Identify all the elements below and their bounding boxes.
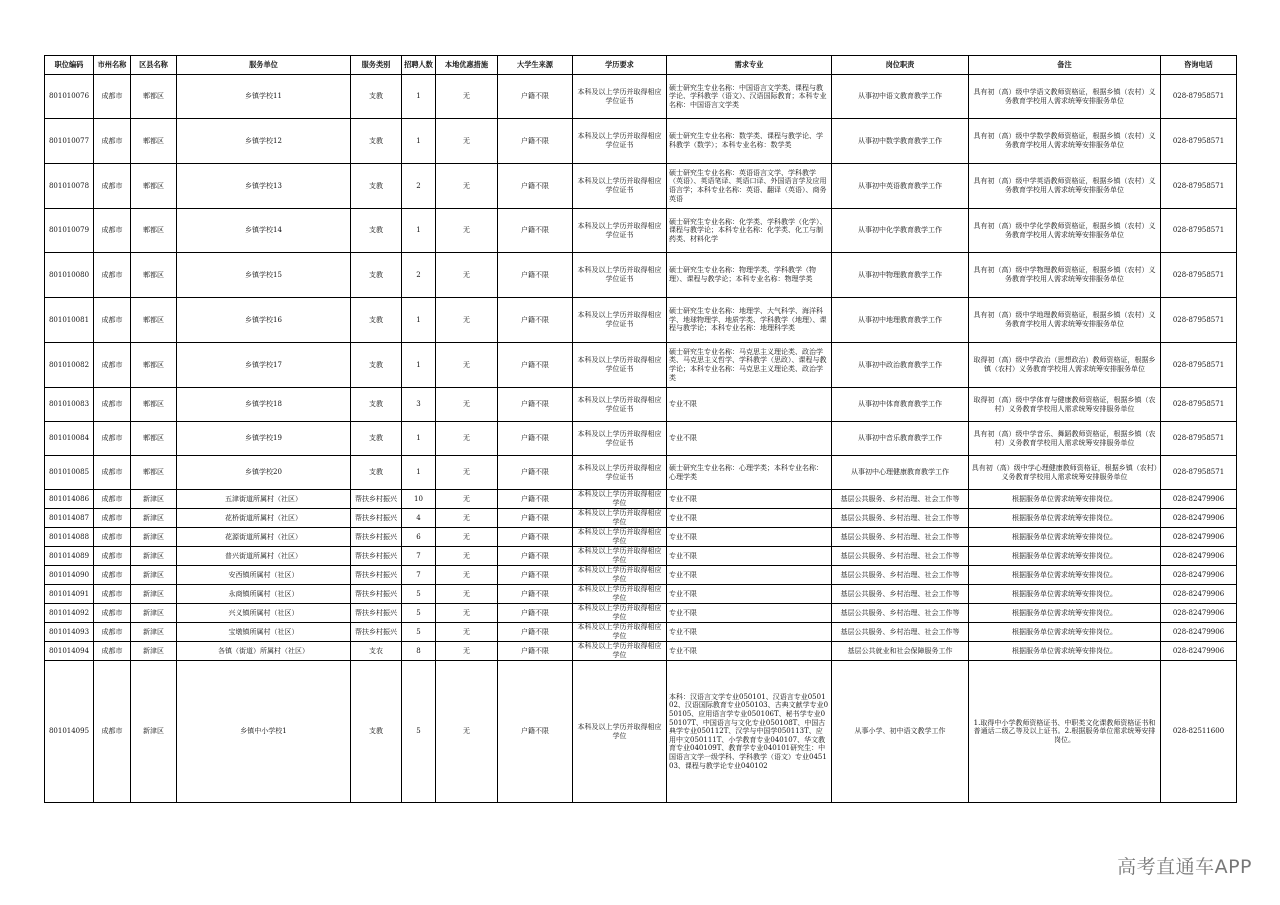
cell-district: 郫都区 bbox=[131, 209, 177, 253]
cell-major: 专业不限 bbox=[667, 422, 832, 456]
cell-remarks: 具有初（高）级中学心理健康教师资格证，根据乡镇（农村）义务教育学校用人需求统筹安排服务单位 bbox=[969, 456, 1161, 490]
cell-headcount: 1 bbox=[402, 298, 436, 343]
cell-remarks: 根据服务单位需求统筹安排岗位。 bbox=[969, 509, 1161, 528]
cell-phone: 028-82479906 bbox=[1161, 585, 1237, 604]
cell-student-origin: 户籍不限 bbox=[498, 490, 573, 509]
table-row bbox=[45, 253, 1237, 298]
table-row bbox=[45, 422, 1237, 456]
cell-job-code: 801010079 bbox=[45, 209, 94, 253]
cell-city: 成都市 bbox=[94, 298, 131, 343]
cell-service-type: 帮扶乡村振兴 bbox=[351, 547, 402, 566]
cell-service-unit: 乡镇学校17 bbox=[177, 343, 351, 388]
cell-service-unit: 乡镇学校11 bbox=[177, 75, 351, 119]
cell-city: 成都市 bbox=[94, 119, 131, 164]
cell-city: 成都市 bbox=[94, 253, 131, 298]
cell-education: 本科及以上学历并取得相应学位证书 bbox=[573, 75, 667, 119]
header-service-unit: 服务单位 bbox=[177, 56, 351, 75]
cell-headcount: 6 bbox=[402, 528, 436, 547]
cell-student-origin: 户籍不限 bbox=[498, 456, 573, 490]
cell-headcount: 1 bbox=[402, 209, 436, 253]
cell-phone: 028-87958571 bbox=[1161, 343, 1237, 388]
header-duties: 岗位职责 bbox=[832, 56, 969, 75]
cell-student-origin: 户籍不限 bbox=[498, 422, 573, 456]
cell-remarks: 根据服务单位需求统筹安排岗位。 bbox=[969, 623, 1161, 642]
cell-headcount: 8 bbox=[402, 642, 436, 661]
cell-education: 本科及以上学历并取得相应学位 bbox=[573, 490, 667, 509]
cell-headcount: 5 bbox=[402, 623, 436, 642]
cell-phone: 028-82479906 bbox=[1161, 604, 1237, 623]
cell-phone: 028-87958571 bbox=[1161, 253, 1237, 298]
cell-district: 郫都区 bbox=[131, 75, 177, 119]
header-major: 需求专业 bbox=[667, 56, 832, 75]
cell-district: 新津区 bbox=[131, 490, 177, 509]
cell-service-type: 帮扶乡村振兴 bbox=[351, 585, 402, 604]
cell-service-type: 支教 bbox=[351, 164, 402, 209]
cell-service-type: 帮扶乡村振兴 bbox=[351, 528, 402, 547]
cell-duties: 基层公共服务、乡村治理、社会工作等 bbox=[832, 528, 969, 547]
cell-education: 本科及以上学历并取得相应学位证书 bbox=[573, 343, 667, 388]
cell-remarks: 根据服务单位需求统筹安排岗位。 bbox=[969, 604, 1161, 623]
table-body bbox=[45, 75, 1237, 803]
cell-headcount: 1 bbox=[402, 456, 436, 490]
cell-education: 本科及以上学历并取得相应学位 bbox=[573, 509, 667, 528]
cell-local-benefits: 无 bbox=[436, 388, 498, 422]
cell-district: 新津区 bbox=[131, 509, 177, 528]
cell-student-origin: 户籍不限 bbox=[498, 119, 573, 164]
cell-headcount: 1 bbox=[402, 343, 436, 388]
cell-duties: 从事初中语文教育教学工作 bbox=[832, 75, 969, 119]
cell-student-origin: 户籍不限 bbox=[498, 528, 573, 547]
cell-local-benefits: 无 bbox=[436, 164, 498, 209]
cell-major: 专业不限 bbox=[667, 623, 832, 642]
cell-district: 郫都区 bbox=[131, 253, 177, 298]
cell-education: 本科及以上学历并取得相应学位 bbox=[573, 585, 667, 604]
cell-job-code: 801010085 bbox=[45, 456, 94, 490]
cell-student-origin: 户籍不限 bbox=[498, 75, 573, 119]
cell-district: 郫都区 bbox=[131, 388, 177, 422]
cell-duties: 从事初中物理教育教学工作 bbox=[832, 253, 969, 298]
table-row bbox=[45, 209, 1237, 253]
cell-district: 郫都区 bbox=[131, 298, 177, 343]
cell-service-type: 支农 bbox=[351, 642, 402, 661]
cell-district: 新津区 bbox=[131, 642, 177, 661]
cell-student-origin: 户籍不限 bbox=[498, 298, 573, 343]
cell-headcount: 3 bbox=[402, 388, 436, 422]
cell-education: 本科及以上学历并取得相应学位 bbox=[573, 528, 667, 547]
cell-duties: 基层公共服务、乡村治理、社会工作等 bbox=[832, 509, 969, 528]
cell-education: 本科及以上学历并取得相应学位 bbox=[573, 604, 667, 623]
header-phone: 咨询电话 bbox=[1161, 56, 1237, 75]
cell-service-unit: 乡镇学校12 bbox=[177, 119, 351, 164]
cell-duties: 基层公共服务、乡村治理、社会工作等 bbox=[832, 585, 969, 604]
table-row bbox=[45, 528, 1237, 547]
cell-duties: 从事初中政治教育教学工作 bbox=[832, 343, 969, 388]
cell-service-unit: 各镇（街道）所属村（社区） bbox=[177, 642, 351, 661]
cell-headcount: 5 bbox=[402, 604, 436, 623]
table-row bbox=[45, 585, 1237, 604]
table-row bbox=[45, 509, 1237, 528]
cell-remarks: 1.取得中小学教师资格证书、中职类文化课教师资格证书和普通话二级乙等及以上证书。2.根据服务单位需求统筹安排岗位。 bbox=[969, 661, 1161, 803]
header-row bbox=[45, 56, 1237, 75]
cell-district: 新津区 bbox=[131, 604, 177, 623]
cell-remarks: 根据服务单位需求统筹安排岗位。 bbox=[969, 566, 1161, 585]
cell-service-unit: 乡镇学校13 bbox=[177, 164, 351, 209]
cell-duties: 从事初中地理教育教学工作 bbox=[832, 298, 969, 343]
cell-phone: 028-87958571 bbox=[1161, 119, 1237, 164]
cell-service-unit: 乡镇学校14 bbox=[177, 209, 351, 253]
cell-city: 成都市 bbox=[94, 75, 131, 119]
cell-education: 本科及以上学历并取得相应学位证书 bbox=[573, 456, 667, 490]
cell-city: 成都市 bbox=[94, 164, 131, 209]
table-row bbox=[45, 642, 1237, 661]
cell-service-unit: 乡镇学校15 bbox=[177, 253, 351, 298]
cell-education: 本科及以上学历并取得相应学位 bbox=[573, 623, 667, 642]
cell-job-code: 801014093 bbox=[45, 623, 94, 642]
cell-job-code: 801010082 bbox=[45, 343, 94, 388]
cell-headcount: 5 bbox=[402, 661, 436, 803]
cell-local-benefits: 无 bbox=[436, 509, 498, 528]
cell-duties: 基层公共就业和社会保障服务工作 bbox=[832, 642, 969, 661]
cell-education: 本科及以上学历并取得相应学位证书 bbox=[573, 253, 667, 298]
cell-service-type: 支教 bbox=[351, 119, 402, 164]
cell-phone: 028-82479906 bbox=[1161, 642, 1237, 661]
cell-duties: 从事初中音乐教育教学工作 bbox=[832, 422, 969, 456]
cell-local-benefits: 无 bbox=[436, 661, 498, 803]
job-table bbox=[44, 55, 1237, 803]
cell-major: 硕士研究生专业名称：中国语言文学类、课程与教学论、学科教学（语文）、汉语国际教育；本科专业名称：中国语言文学类 bbox=[667, 75, 832, 119]
cell-service-unit: 乡镇学校20 bbox=[177, 456, 351, 490]
cell-service-type: 支教 bbox=[351, 422, 402, 456]
cell-remarks: 根据服务单位需求统筹安排岗位。 bbox=[969, 642, 1161, 661]
cell-local-benefits: 无 bbox=[436, 604, 498, 623]
table-row bbox=[45, 298, 1237, 343]
cell-student-origin: 户籍不限 bbox=[498, 509, 573, 528]
cell-education: 本科及以上学历并取得相应学位证书 bbox=[573, 164, 667, 209]
cell-job-code: 801014086 bbox=[45, 490, 94, 509]
cell-remarks: 取得初（高）级中学体育与健康教师资格证，根据乡镇（农村）义务教育学校用人需求统筹安排服务单位 bbox=[969, 388, 1161, 422]
cell-job-code: 801010078 bbox=[45, 164, 94, 209]
cell-major: 专业不限 bbox=[667, 547, 832, 566]
cell-major: 专业不限 bbox=[667, 509, 832, 528]
cell-job-code: 801010077 bbox=[45, 119, 94, 164]
cell-duties: 从事初中心理健康教育教学工作 bbox=[832, 456, 969, 490]
cell-district: 新津区 bbox=[131, 547, 177, 566]
cell-duties: 基层公共服务、乡村治理、社会工作等 bbox=[832, 547, 969, 566]
cell-job-code: 801014089 bbox=[45, 547, 94, 566]
cell-major: 硕士研究生专业名称：心理学类；本科专业名称：心理学类 bbox=[667, 456, 832, 490]
cell-headcount: 7 bbox=[402, 566, 436, 585]
cell-duties: 基层公共服务、乡村治理、社会工作等 bbox=[832, 604, 969, 623]
cell-remarks: 具有初（高）级中学物理教师资格证，根据乡镇（农村）义务教育学校用人需求统筹安排服务单位 bbox=[969, 253, 1161, 298]
cell-remarks: 取得初（高）级中学政治（思想政治）教师资格证，根据乡镇（农村）义务教育学校用人需求统筹安排服务单位 bbox=[969, 343, 1161, 388]
cell-service-type: 帮扶乡村振兴 bbox=[351, 509, 402, 528]
cell-city: 成都市 bbox=[94, 547, 131, 566]
cell-job-code: 801014087 bbox=[45, 509, 94, 528]
cell-headcount: 5 bbox=[402, 585, 436, 604]
cell-job-code: 801010084 bbox=[45, 422, 94, 456]
cell-local-benefits: 无 bbox=[436, 623, 498, 642]
cell-job-code: 801010083 bbox=[45, 388, 94, 422]
cell-duties: 从事初中数学教育教学工作 bbox=[832, 119, 969, 164]
cell-student-origin: 户籍不限 bbox=[498, 566, 573, 585]
cell-service-type: 支教 bbox=[351, 298, 402, 343]
cell-remarks: 根据服务单位需求统筹安排岗位。 bbox=[969, 490, 1161, 509]
cell-education: 本科及以上学历并取得相应学位 bbox=[573, 547, 667, 566]
cell-duties: 从事初中英语教育教学工作 bbox=[832, 164, 969, 209]
cell-headcount: 2 bbox=[402, 253, 436, 298]
cell-headcount: 10 bbox=[402, 490, 436, 509]
cell-headcount: 1 bbox=[402, 75, 436, 119]
cell-duties: 基层公共服务、乡村治理、社会工作等 bbox=[832, 490, 969, 509]
cell-service-type: 支教 bbox=[351, 75, 402, 119]
header-local-benefits: 本地优惠措施 bbox=[436, 56, 498, 75]
header-remarks: 备注 bbox=[969, 56, 1161, 75]
cell-student-origin: 户籍不限 bbox=[498, 343, 573, 388]
cell-service-unit: 花桥街道所属村（社区） bbox=[177, 509, 351, 528]
header-education: 学历要求 bbox=[573, 56, 667, 75]
cell-major: 硕士研究生专业名称：物理学类、学科教学（物理）、课程与教学论；本科专业名称：物理学类 bbox=[667, 253, 832, 298]
cell-district: 郫都区 bbox=[131, 164, 177, 209]
cell-service-unit: 乡镇中小学校1 bbox=[177, 661, 351, 803]
cell-city: 成都市 bbox=[94, 642, 131, 661]
cell-district: 新津区 bbox=[131, 528, 177, 547]
cell-phone: 028-87958571 bbox=[1161, 75, 1237, 119]
cell-service-type: 帮扶乡村振兴 bbox=[351, 566, 402, 585]
cell-job-code: 801010081 bbox=[45, 298, 94, 343]
cell-phone: 028-82511600 bbox=[1161, 661, 1237, 803]
cell-local-benefits: 无 bbox=[436, 75, 498, 119]
cell-duties: 从事小学、初中语文教学工作 bbox=[832, 661, 969, 803]
cell-remarks: 根据服务单位需求统筹安排岗位。 bbox=[969, 528, 1161, 547]
cell-phone: 028-87958571 bbox=[1161, 456, 1237, 490]
cell-student-origin: 户籍不限 bbox=[498, 661, 573, 803]
cell-local-benefits: 无 bbox=[436, 566, 498, 585]
header-student-origin: 大学生来源 bbox=[498, 56, 573, 75]
cell-service-unit: 花源街道所属村（社区） bbox=[177, 528, 351, 547]
table-row bbox=[45, 490, 1237, 509]
cell-local-benefits: 无 bbox=[436, 547, 498, 566]
cell-district: 新津区 bbox=[131, 566, 177, 585]
cell-major: 硕士研究生专业名称：数学类、课程与教学论、学科教学（数学）；本科专业名称：数学类 bbox=[667, 119, 832, 164]
cell-city: 成都市 bbox=[94, 422, 131, 456]
cell-city: 成都市 bbox=[94, 604, 131, 623]
cell-remarks: 具有初（高）级中学语文教师资格证，根据乡镇（农村）义务教育学校用人需求统筹安排服务单位 bbox=[969, 75, 1161, 119]
cell-local-benefits: 无 bbox=[436, 209, 498, 253]
table-row bbox=[45, 456, 1237, 490]
cell-student-origin: 户籍不限 bbox=[498, 164, 573, 209]
cell-major: 专业不限 bbox=[667, 566, 832, 585]
cell-city: 成都市 bbox=[94, 209, 131, 253]
cell-headcount: 4 bbox=[402, 509, 436, 528]
cell-job-code: 801014095 bbox=[45, 661, 94, 803]
cell-education: 本科及以上学历并取得相应学位证书 bbox=[573, 422, 667, 456]
cell-phone: 028-87958571 bbox=[1161, 298, 1237, 343]
cell-district: 郫都区 bbox=[131, 456, 177, 490]
cell-phone: 028-87958571 bbox=[1161, 422, 1237, 456]
cell-job-code: 801014090 bbox=[45, 566, 94, 585]
cell-city: 成都市 bbox=[94, 388, 131, 422]
cell-major: 专业不限 bbox=[667, 604, 832, 623]
cell-remarks: 具有初（高）级中学音乐、舞蹈教师资格证，根据乡镇（农村）义务教育学校用人需求统筹安排服务单位 bbox=[969, 422, 1161, 456]
cell-major: 本科：汉语言文学专业050101、汉语言专业050102、汉语国际教育专业050103、古典文献学专业050105、应用语言学专业050106T、秘书学专业050107T、中国语言与文化专业050108T、中国古典学专业050112T、汉学与中国学050113T、应用中文050111T、小学教育专业040107、华文教育专业040109T、教育学专业040101研究生：中国语言文学一级学科、学科教学（语文）专业045103、课程与教学论专业040102 bbox=[667, 661, 832, 803]
table-row bbox=[45, 623, 1237, 642]
cell-city: 成都市 bbox=[94, 661, 131, 803]
cell-district: 郫都区 bbox=[131, 119, 177, 164]
cell-headcount: 2 bbox=[402, 164, 436, 209]
table-row bbox=[45, 75, 1237, 119]
table-row bbox=[45, 164, 1237, 209]
cell-job-code: 801014088 bbox=[45, 528, 94, 547]
cell-remarks: 根据服务单位需求统筹安排岗位。 bbox=[969, 585, 1161, 604]
cell-service-type: 帮扶乡村振兴 bbox=[351, 490, 402, 509]
cell-city: 成都市 bbox=[94, 623, 131, 642]
header-city: 市州名称 bbox=[94, 56, 131, 75]
cell-service-type: 支教 bbox=[351, 209, 402, 253]
cell-phone: 028-82479906 bbox=[1161, 509, 1237, 528]
cell-phone: 028-82479906 bbox=[1161, 528, 1237, 547]
cell-student-origin: 户籍不限 bbox=[498, 547, 573, 566]
cell-student-origin: 户籍不限 bbox=[498, 209, 573, 253]
table-row bbox=[45, 388, 1237, 422]
cell-education: 本科及以上学历并取得相应学位 bbox=[573, 661, 667, 803]
cell-student-origin: 户籍不限 bbox=[498, 388, 573, 422]
cell-major: 硕士研究生专业名称：英语语言文学、学科教学（英语）、英语笔译、英语口译、外国语言学及应用语言学；本科专业名称：英语、翻译（英语）、商务英语 bbox=[667, 164, 832, 209]
header-service-type: 服务类别 bbox=[351, 56, 402, 75]
cell-major: 硕士研究生专业名称：地理学、大气科学、海洋科学、地球物理学、地质学类、学科教学（地理）、课程与教学论；本科专业名称：地理科学类 bbox=[667, 298, 832, 343]
cell-service-type: 支教 bbox=[351, 661, 402, 803]
cell-phone: 028-87958571 bbox=[1161, 388, 1237, 422]
cell-job-code: 801010076 bbox=[45, 75, 94, 119]
cell-local-benefits: 无 bbox=[436, 490, 498, 509]
cell-phone: 028-87958571 bbox=[1161, 164, 1237, 209]
cell-local-benefits: 无 bbox=[436, 343, 498, 388]
cell-service-unit: 兴义镇所属村（社区） bbox=[177, 604, 351, 623]
cell-service-unit: 宝墩镇所属村（社区） bbox=[177, 623, 351, 642]
cell-district: 郫都区 bbox=[131, 343, 177, 388]
cell-job-code: 801014094 bbox=[45, 642, 94, 661]
header-job-code: 职位编码 bbox=[45, 56, 94, 75]
cell-major: 专业不限 bbox=[667, 388, 832, 422]
cell-service-unit: 五津街道所属村（社区） bbox=[177, 490, 351, 509]
cell-district: 新津区 bbox=[131, 661, 177, 803]
cell-city: 成都市 bbox=[94, 528, 131, 547]
cell-phone: 028-82479906 bbox=[1161, 623, 1237, 642]
table-row bbox=[45, 604, 1237, 623]
table-row bbox=[45, 661, 1237, 803]
cell-education: 本科及以上学历并取得相应学位证书 bbox=[573, 388, 667, 422]
cell-service-type: 帮扶乡村振兴 bbox=[351, 604, 402, 623]
cell-duties: 基层公共服务、乡村治理、社会工作等 bbox=[832, 623, 969, 642]
cell-service-unit: 普兴街道所属村（社区） bbox=[177, 547, 351, 566]
header-headcount: 招聘人数 bbox=[402, 56, 436, 75]
cell-phone: 028-82479906 bbox=[1161, 490, 1237, 509]
cell-city: 成都市 bbox=[94, 585, 131, 604]
cell-job-code: 801014092 bbox=[45, 604, 94, 623]
cell-job-code: 801010080 bbox=[45, 253, 94, 298]
cell-service-unit: 安西镇所属村（社区） bbox=[177, 566, 351, 585]
cell-service-type: 支教 bbox=[351, 253, 402, 298]
table-row bbox=[45, 547, 1237, 566]
cell-local-benefits: 无 bbox=[436, 456, 498, 490]
cell-city: 成都市 bbox=[94, 490, 131, 509]
cell-education: 本科及以上学历并取得相应学位 bbox=[573, 642, 667, 661]
cell-phone: 028-87958571 bbox=[1161, 209, 1237, 253]
cell-local-benefits: 无 bbox=[436, 422, 498, 456]
cell-student-origin: 户籍不限 bbox=[498, 585, 573, 604]
cell-service-type: 支教 bbox=[351, 343, 402, 388]
cell-service-unit: 永商镇所属村（社区） bbox=[177, 585, 351, 604]
cell-duties: 基层公共服务、乡村治理、社会工作等 bbox=[832, 566, 969, 585]
cell-student-origin: 户籍不限 bbox=[498, 623, 573, 642]
cell-local-benefits: 无 bbox=[436, 528, 498, 547]
cell-major: 专业不限 bbox=[667, 642, 832, 661]
cell-city: 成都市 bbox=[94, 566, 131, 585]
cell-job-code: 801014091 bbox=[45, 585, 94, 604]
cell-education: 本科及以上学历并取得相应学位 bbox=[573, 566, 667, 585]
cell-headcount: 1 bbox=[402, 119, 436, 164]
cell-local-benefits: 无 bbox=[436, 585, 498, 604]
cell-education: 本科及以上学历并取得相应学位证书 bbox=[573, 119, 667, 164]
cell-student-origin: 户籍不限 bbox=[498, 642, 573, 661]
cell-service-type: 帮扶乡村振兴 bbox=[351, 623, 402, 642]
cell-major: 专业不限 bbox=[667, 585, 832, 604]
cell-major: 硕士研究生专业名称：化学类、学科教学（化学）、课程与教学论；本科专业名称：化学类、化工与制药类、材料化学 bbox=[667, 209, 832, 253]
watermark-text: 高考直通车APP bbox=[1117, 856, 1252, 878]
cell-phone: 028-82479906 bbox=[1161, 547, 1237, 566]
table-row bbox=[45, 343, 1237, 388]
cell-service-unit: 乡镇学校16 bbox=[177, 298, 351, 343]
cell-remarks: 根据服务单位需求统筹安排岗位。 bbox=[969, 547, 1161, 566]
cell-local-benefits: 无 bbox=[436, 253, 498, 298]
cell-city: 成都市 bbox=[94, 456, 131, 490]
table-row bbox=[45, 566, 1237, 585]
cell-education: 本科及以上学历并取得相应学位证书 bbox=[573, 298, 667, 343]
table-row bbox=[45, 119, 1237, 164]
cell-student-origin: 户籍不限 bbox=[498, 253, 573, 298]
cell-student-origin: 户籍不限 bbox=[498, 604, 573, 623]
cell-district: 郫都区 bbox=[131, 422, 177, 456]
cell-headcount: 7 bbox=[402, 547, 436, 566]
cell-remarks: 具有初（高）级中学地理教师资格证，根据乡镇（农村）义务教育学校用人需求统筹安排服务单位 bbox=[969, 298, 1161, 343]
cell-phone: 028-82479906 bbox=[1161, 566, 1237, 585]
cell-city: 成都市 bbox=[94, 509, 131, 528]
cell-local-benefits: 无 bbox=[436, 119, 498, 164]
cell-service-unit: 乡镇学校18 bbox=[177, 388, 351, 422]
cell-city: 成都市 bbox=[94, 343, 131, 388]
cell-district: 新津区 bbox=[131, 585, 177, 604]
cell-district: 新津区 bbox=[131, 623, 177, 642]
cell-remarks: 具有初（高）级中学化学教师资格证，根据乡镇（农村）义务教育学校用人需求统筹安排服务单位 bbox=[969, 209, 1161, 253]
cell-duties: 从事初中体育教育教学工作 bbox=[832, 388, 969, 422]
cell-local-benefits: 无 bbox=[436, 298, 498, 343]
cell-remarks: 具有初（高）级中学英语教师资格证，根据乡镇（农村）义务教育学校用人需求统筹安排服务单位 bbox=[969, 164, 1161, 209]
cell-service-type: 支教 bbox=[351, 388, 402, 422]
cell-remarks: 具有初（高）级中学数学教师资格证，根据乡镇（农村）义务教育学校用人需求统筹安排服务单位 bbox=[969, 119, 1161, 164]
cell-major: 专业不限 bbox=[667, 528, 832, 547]
cell-education: 本科及以上学历并取得相应学位证书 bbox=[573, 209, 667, 253]
cell-major: 专业不限 bbox=[667, 490, 832, 509]
cell-major: 硕士研究生专业名称：马克思主义理论类、政治学类、马克思主义哲学、学科教学（思政）、课程与教学论；本科专业名称：马克思主义理论类、政治学类 bbox=[667, 343, 832, 388]
cell-service-unit: 乡镇学校19 bbox=[177, 422, 351, 456]
cell-service-type: 支教 bbox=[351, 456, 402, 490]
header-district: 区县名称 bbox=[131, 56, 177, 75]
cell-headcount: 1 bbox=[402, 422, 436, 456]
cell-local-benefits: 无 bbox=[436, 642, 498, 661]
cell-duties: 从事初中化学教育教学工作 bbox=[832, 209, 969, 253]
